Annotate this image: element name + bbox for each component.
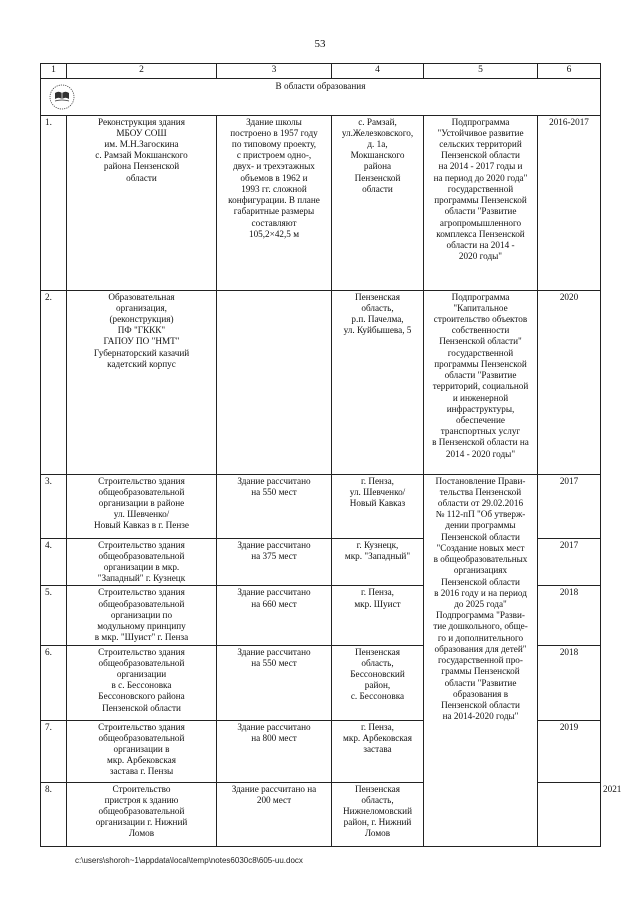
header-col-5: 5 [424, 64, 538, 79]
object-description: Здание рассчитано на 375 мест [217, 538, 332, 586]
table-row [41, 474, 601, 538]
object-description: Здание рассчитано на 660 мест [217, 586, 332, 645]
row-number: 2. [41, 290, 67, 474]
header-col-3: 3 [217, 64, 332, 79]
object-location: с. Рамзай, ул.Железковского, д. 1а, Мокшанского района Пензенской области [332, 115, 424, 290]
period: 2018 [538, 586, 601, 645]
objects-table [40, 63, 622, 847]
section-row [41, 78, 601, 115]
merged-program-text: Постановление Прави- тельства Пензенской области от 29.02.2016 № 112-пП "Об утверж- дении программы Пензенской области "Создание новых мест в общеобразовательных организациях Пензенской области в 2016 году и на период до 2025 года" Подпрограмма "Разви- тие дошкольного, обще- го и дополнительного образования для детей" государственной про- граммы Пензенской области "Развитие образования в Пензенской области на 2014-2020 годы" [424, 474, 538, 846]
period: 2020 [538, 290, 601, 474]
object-description [217, 290, 332, 474]
object-name: Реконструкция здания МБОУ СОШ им. М.Н.Загоскина с. Рамзай Мокшанского района Пензенской области [67, 115, 217, 290]
table-row: 8. Строительство пристроя к зданию общеобразовательной организации г. Нижний Ломов Здание рассчитано на 200 мест Пензенская область, Нижнеломовский район, г. Нижний Ломов 2021 [41, 782, 601, 846]
row-number: 5. [41, 586, 67, 645]
object-location: Пензенская область, Нижнеломовский район, г. Нижний Ломов [332, 782, 424, 846]
section-cell [41, 78, 601, 115]
program-text: Подпрограмма "Устойчивое развитие сельских территорий Пензенской области на 2014 - 2017 годы и на период до 2020 года" государственной программы Пензенской области "Развитие агропромышленного комплекса Пензенской области на 2014 - 2020 годы" [424, 115, 538, 290]
row-number: 3. [41, 474, 67, 538]
object-description: Здание рассчитано на 800 мест [217, 720, 332, 782]
object-description: Здание рассчитано на 200 мест [217, 782, 332, 846]
program-text [538, 782, 601, 846]
object-name: Строительство здания общеобразовательной организации в районе ул. Шевченко/ Новый Кавказ в г. Пензе [67, 474, 217, 538]
object-description: Здание школы построено в 1957 году по типовому проекту, с пристроем одно-, двух- и трехэтажных объемов в 1962 и 1993 гг. сложной конфигурации. В плане габаритные размеры составляют 105,2×42,5 м [217, 115, 332, 290]
section-title: В области образования [275, 80, 366, 91]
object-description: Здание рассчитано на 550 мест [217, 474, 332, 538]
period: 2019 [538, 720, 601, 782]
header-col-6: 6 [538, 64, 601, 79]
object-location: г. Пенза, мкр. Шуист [332, 586, 424, 645]
object-location: Пензенская область, Бессоновский район, с. Бессоновка [332, 645, 424, 720]
object-name: Строительство здания общеобразовательной организации в мкр. Арбековская застава г. Пензы [67, 720, 217, 782]
object-name: Строительство здания общеобразовательной организации по модульному принципу в мкр. "Шуист" г. Пенза [67, 586, 217, 645]
object-name: Образовательная организация, (реконструкция) ПФ "ГККК" ГАПОУ ПО "НМТ" Губернаторский казачий кадетский корпус [67, 290, 217, 474]
period: 2017 [538, 474, 601, 538]
object-location: г. Пенза, ул. Шевченко/ Новый Кавказ [332, 474, 424, 538]
table-row [41, 115, 601, 290]
page-number: 53 [314, 38, 326, 50]
period: 2016-2017 [538, 115, 601, 290]
object-location: г. Пенза, мкр. Арбековская застава [332, 720, 424, 782]
header-col-2: 2 [67, 64, 217, 79]
object-name: Строительство здания общеобразовательной организации в мкр. "Западный" г. Кузнецк [67, 538, 217, 586]
footer-file-path: c:\users\shoroh~1\appdata\local\temp\notes6030c8\605-uu.docx [75, 856, 303, 865]
object-name: Строительство пристроя к зданию общеобразовательной организации г. Нижний Ломов [67, 782, 217, 846]
table-header-row [41, 64, 601, 79]
period: 2017 [538, 538, 601, 586]
object-description: Здание рассчитано на 550 мест [217, 645, 332, 720]
table-row [41, 290, 601, 474]
program-text: Подпрограмма "Капитальное строительство объектов собственности Пензенской области" государственной программы Пензенской области "Развитие территорий, социальной и инженерной инфраструктуры, обеспечение транспортных услуг в Пензенской области на 2014 - 2020 годы" [424, 290, 538, 474]
row-number: 7. [41, 720, 67, 782]
header-col-1: 1 [41, 64, 67, 79]
row-number: 4. [41, 538, 67, 586]
object-name: Строительство здания общеобразовательной организации в с. Бессоновка Бессоновского района Пензенской области [67, 645, 217, 720]
row-number: 6. [41, 645, 67, 720]
object-location: г. Кузнецк, мкр. "Западный" [332, 538, 424, 586]
header-col-4: 4 [332, 64, 424, 79]
period: 2018 [538, 645, 601, 720]
row-number: 1. [41, 115, 67, 290]
object-location: Пензенская область, р.п. Пачелма, ул. Куйбышева, 5 [332, 290, 424, 474]
row-number: 8. [41, 782, 67, 846]
